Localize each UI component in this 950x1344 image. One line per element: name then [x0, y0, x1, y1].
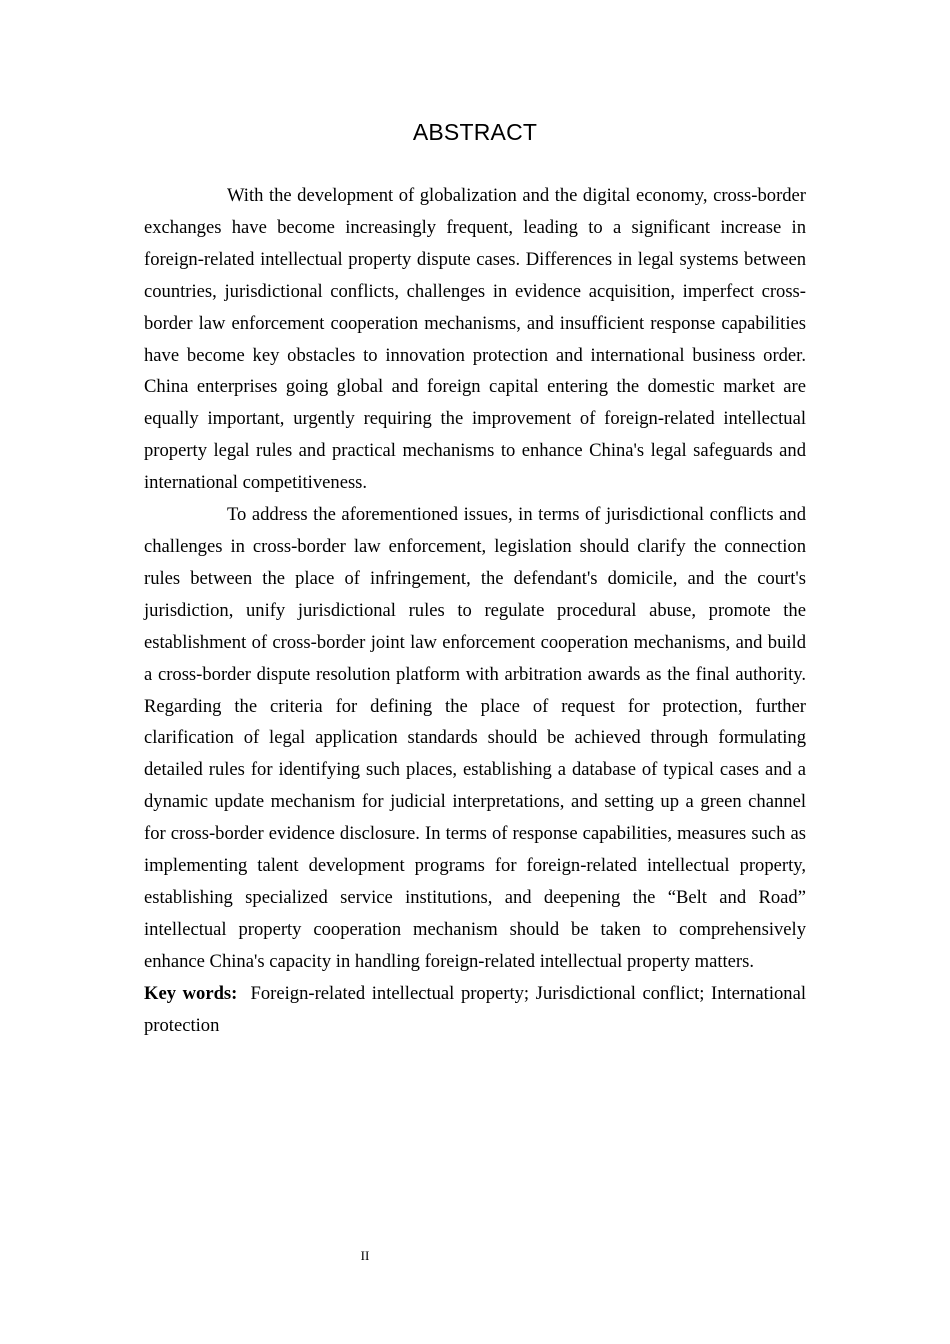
page-number: II	[360, 1248, 370, 1263]
abstract-paragraph-2: To address the aforementioned issues, in terms of jurisdictional conflicts and challenges in cross-border law enforcement, legislation should clarify the connection rules between the place of infringement, the defendant's domicile, and the court's jurisdiction, unify jurisdictional rules to regulate procedural abuse, promote the establishment of cross-border joint law enforcement cooperation mechanisms, and build a cross-border dispute resolution platform with arbitration awards as the final authority. Regarding the criteria for defining the place of request for protection, further clarification of legal application standards should be achieved through formulating detailed rules for identifying such places, establishing a database of typical cases and a dynamic update mechanism for judicial interpretations, and setting up a green channel for cross-border evidence disclosure. In terms of response capabilities, measures such as implementing talent development programs for foreign-related intellectual property, establishing specialized service institutions, and deepening the “Belt and Road” intellectual property cooperation mechanism should be taken to comprehensively enhance China's capacity in handling foreign-related intellectual property matters.	[144, 504, 806, 972]
keywords-line	[144, 978, 806, 1042]
keywords-text: Foreign-related intellectual property; Jurisdictional conflict; International protection	[144, 982, 807, 1036]
abstract-title: ABSTRACT	[412, 119, 538, 145]
keywords-label: Key words:	[144, 982, 238, 1004]
abstract-body	[144, 180, 806, 1041]
abstract-paragraph-1: With the development of globalization and the digital economy, cross-border exchanges have become increasingly frequent, leading to a significant increase in foreign-related intellectual property dispute cases. Differences in legal systems between countries, jurisdictional conflicts, challenges in evidence acquisition, imperfect cross-border law enforcement cooperation mechanisms, and insufficient response capabilities have become key obstacles to innovation protection and international business order. China enterprises going global and foreign capital entering the domestic market are equally important, urgently requiring the improvement of foreign-related intellectual property legal rules and practical mechanisms to enhance China's legal safeguards and international competitiveness.	[144, 185, 806, 494]
keywords-spacer	[237, 983, 250, 1004]
